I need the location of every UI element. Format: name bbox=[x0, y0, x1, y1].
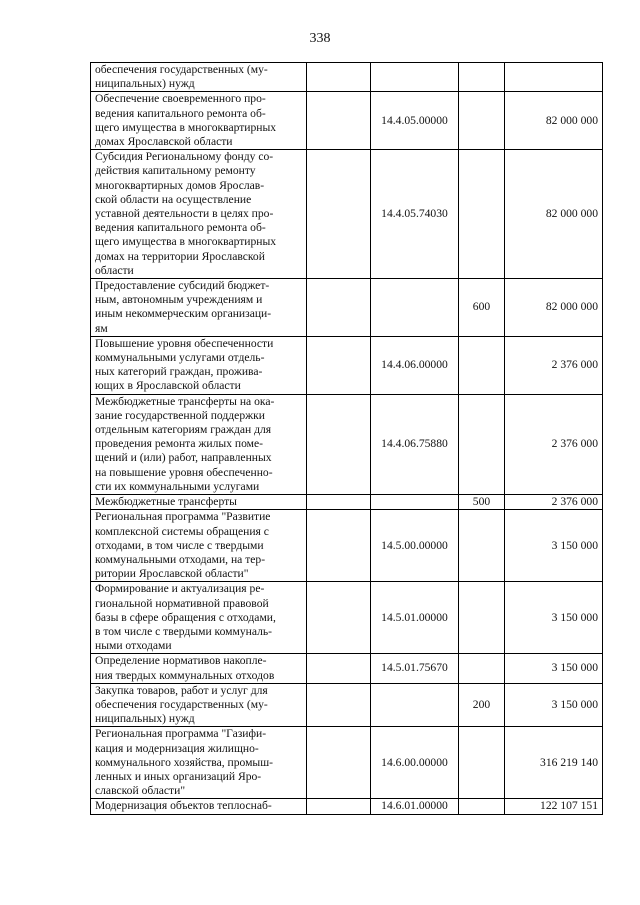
row-code-cell: 14.4.05.74030 bbox=[371, 150, 459, 279]
row-name-cell: обеспечения государственных (му- ниципальных) нужд bbox=[91, 63, 307, 92]
row-code-cell: 14.6.00.00000 bbox=[371, 727, 459, 799]
row-vr-cell: 500 bbox=[459, 495, 505, 510]
row-name-cell: Субсидия Региональному фонду со- действия капитальному ремонту многоквартирных домов Ярослав- ской области на осуществление уставной деятельности в целях про- ведения капитального ремонта об- щего имущества в многоквартирных домах на территории Ярославской области bbox=[91, 150, 307, 279]
row-sum-cell: 316 219 140 bbox=[505, 727, 603, 799]
row-sum-cell: 82 000 000 bbox=[505, 150, 603, 279]
row-vr-cell bbox=[459, 654, 505, 683]
table-row bbox=[91, 727, 603, 799]
row-code-cell bbox=[371, 495, 459, 510]
budget-table bbox=[90, 62, 603, 815]
page-number: 338 bbox=[309, 31, 331, 46]
table-row bbox=[91, 654, 603, 683]
row-code-cell: 14.4.05.00000 bbox=[371, 92, 459, 150]
row-vr-cell bbox=[459, 582, 505, 654]
row-name-cell: Региональная программа "Развитие комплексной системы обращения с отходами, в том числе с твердыми коммунальными отходами, на тер- ритории Ярославской области" bbox=[91, 510, 307, 582]
table-row bbox=[91, 683, 603, 727]
row-sum-cell: 3 150 000 bbox=[505, 654, 603, 683]
row-name-cell: Обеспечение своевременного про- ведения капитального ремонта об- щего имущества в многоквартирных домах Ярославской области bbox=[91, 92, 307, 150]
row-sum-cell: 122 107 151 bbox=[505, 799, 603, 814]
row-empty-cell bbox=[307, 63, 371, 92]
row-empty-cell bbox=[307, 495, 371, 510]
table-row bbox=[91, 92, 603, 150]
row-sum-cell: 2 376 000 bbox=[505, 495, 603, 510]
table-row bbox=[91, 279, 603, 337]
table-row bbox=[91, 63, 603, 92]
row-empty-cell bbox=[307, 510, 371, 582]
row-sum-cell bbox=[505, 63, 603, 92]
table-row bbox=[91, 150, 603, 279]
row-vr-cell: 600 bbox=[459, 279, 505, 337]
table-row bbox=[91, 510, 603, 582]
row-empty-cell bbox=[307, 394, 371, 494]
row-sum-cell: 82 000 000 bbox=[505, 279, 603, 337]
row-code-cell: 14.6.01.00000 bbox=[371, 799, 459, 814]
row-code-cell bbox=[371, 683, 459, 727]
row-sum-cell: 3 150 000 bbox=[505, 582, 603, 654]
row-empty-cell bbox=[307, 727, 371, 799]
row-name-cell: Повышение уровня обеспеченности коммунальными услугами отдель- ных категорий граждан, прожива- ющих в Ярославской области bbox=[91, 336, 307, 394]
row-sum-cell: 3 150 000 bbox=[505, 510, 603, 582]
row-vr-cell bbox=[459, 727, 505, 799]
row-sum-cell: 82 000 000 bbox=[505, 92, 603, 150]
row-vr-cell bbox=[459, 336, 505, 394]
row-empty-cell bbox=[307, 799, 371, 814]
row-vr-cell: 200 bbox=[459, 683, 505, 727]
row-name-cell: Формирование и актуализация ре- гиональной нормативной правовой базы в сфере обращения с отходами, в том числе с твердыми коммуналь- ными отходами bbox=[91, 582, 307, 654]
row-code-cell: 14.4.06.00000 bbox=[371, 336, 459, 394]
budget-table-body bbox=[91, 63, 603, 815]
row-sum-cell: 2 376 000 bbox=[505, 394, 603, 494]
row-vr-cell bbox=[459, 150, 505, 279]
row-name-cell: Модернизация объектов теплоснаб- bbox=[91, 799, 307, 814]
row-code-cell: 14.4.06.75880 bbox=[371, 394, 459, 494]
row-name-cell: Закупка товаров, работ и услуг для обеспечения государственных (му- ниципальных) нужд bbox=[91, 683, 307, 727]
row-vr-cell bbox=[459, 92, 505, 150]
row-empty-cell bbox=[307, 683, 371, 727]
row-empty-cell bbox=[307, 582, 371, 654]
row-sum-cell: 3 150 000 bbox=[505, 683, 603, 727]
row-empty-cell bbox=[307, 92, 371, 150]
row-code-cell bbox=[371, 279, 459, 337]
row-code-cell bbox=[371, 63, 459, 92]
row-code-cell: 14.5.01.00000 bbox=[371, 582, 459, 654]
table-row bbox=[91, 582, 603, 654]
table-row bbox=[91, 336, 603, 394]
row-name-cell: Межбюджетные трансферты на ока- зание государственной поддержки отдельным категориям граждан для проведения ремонта жилых поме- щений и (или) работ, направленных на повышение уровня обеспеченно- сти их коммунальными услугами bbox=[91, 394, 307, 494]
row-empty-cell bbox=[307, 654, 371, 683]
row-vr-cell bbox=[459, 799, 505, 814]
row-vr-cell bbox=[459, 394, 505, 494]
row-vr-cell bbox=[459, 63, 505, 92]
table-row bbox=[91, 799, 603, 814]
row-code-cell: 14.5.01.75670 bbox=[371, 654, 459, 683]
table-row bbox=[91, 495, 603, 510]
row-name-cell: Определение нормативов накопле- ния твердых коммунальных отходов bbox=[91, 654, 307, 683]
row-name-cell: Межбюджетные трансферты bbox=[91, 495, 307, 510]
row-name-cell: Предоставление субсидий бюджет- ным, автономным учреждениям и иным некоммерческим организаци- ям bbox=[91, 279, 307, 337]
row-vr-cell bbox=[459, 510, 505, 582]
row-empty-cell bbox=[307, 336, 371, 394]
row-name-cell: Региональная программа "Газифи- кация и модернизация жилищно- коммунального хозяйства, промыш- ленных и иных организаций Яро- славской области" bbox=[91, 727, 307, 799]
row-sum-cell: 2 376 000 bbox=[505, 336, 603, 394]
table-row bbox=[91, 394, 603, 494]
row-empty-cell bbox=[307, 150, 371, 279]
row-empty-cell bbox=[307, 279, 371, 337]
row-code-cell: 14.5.00.00000 bbox=[371, 510, 459, 582]
